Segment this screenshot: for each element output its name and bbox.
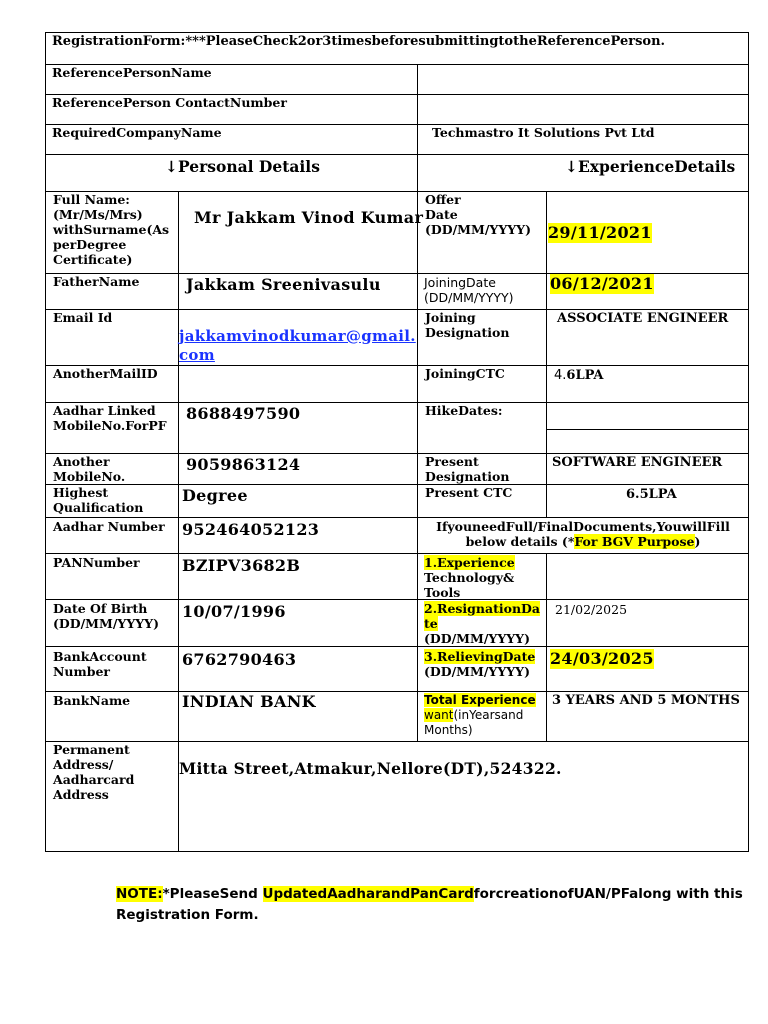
father-name-value[interactable]: Jakkam Sreenivasulu: [186, 275, 381, 294]
father-name-label: FatherName: [53, 274, 140, 289]
resignation-date-label: 2.ResignationDa te (DD/MM/YYYY): [424, 601, 540, 646]
aadhar-mobile-label: Aadhar Linked MobileNo.ForPF: [53, 403, 167, 433]
total-experience-label: Total Experience want(inYearsand Months): [424, 693, 536, 737]
relieving-date-value[interactable]: 24/03/2025: [550, 649, 654, 668]
joining-date-label: JoiningDate (DD/MM/YYYY): [424, 275, 514, 305]
aadhar-number-value[interactable]: 952464052123: [182, 520, 320, 539]
experience-section-heading: ↓ExperienceDetails: [565, 157, 736, 176]
another-mail-label: AnotherMailID: [53, 366, 158, 381]
another-mobile-label: Another MobileNo.: [53, 454, 126, 484]
total-experience-value[interactable]: 3 YEARS AND 5 MONTHS: [552, 693, 740, 708]
joining-designation-value[interactable]: ASSOCIATE ENGINEER: [557, 311, 729, 326]
dob-value[interactable]: 10/07/1996: [182, 602, 286, 621]
ref-name-label: ReferencePersonName: [52, 65, 212, 80]
email-value[interactable]: jakkamvinodkumar@gmail. com: [179, 327, 416, 364]
full-name-value[interactable]: Mr Jakkam Vinod Kumar: [194, 208, 424, 227]
hike-dates-label: HikeDates:: [425, 403, 503, 418]
address-value[interactable]: Mitta Street,Atmakur,Nellore(DT),524322.: [179, 759, 562, 778]
qualification-label: Highest Qualification: [53, 485, 144, 515]
relieving-date-label: 3.RelievingDate (DD/MM/YYYY): [424, 649, 536, 679]
present-designation-value[interactable]: SOFTWARE ENGINEER: [552, 455, 723, 470]
bgv-note: IfyouneedFull/FinalDocuments,YouwillFill below details (*For BGV Purpose): [436, 519, 730, 549]
full-name-label: Full Name: (Mr/Ms/Mrs) withSurname(As perDegree Certificate): [53, 192, 170, 267]
joining-designation-label: Joining Designation: [425, 310, 510, 340]
present-ctc-value[interactable]: 6.5LPA: [626, 487, 677, 502]
ref-contact-label: ReferencePerson ContactNumber: [52, 95, 287, 110]
email-label: Email Id: [53, 310, 113, 325]
pan-value[interactable]: BZIPV3682B: [182, 556, 301, 575]
pan-label: PANNumber: [53, 555, 140, 570]
ref-contact-value-cell[interactable]: [417, 94, 749, 125]
form-title: RegistrationForm:***PleaseCheck2or3timesbeforesubmittingtotheReferencePerson.: [52, 34, 666, 49]
company-value: Techmastro It Solutions Pvt Ltd: [432, 125, 655, 140]
company-label: RequiredCompanyName: [52, 125, 222, 140]
address-label: Permanent Address/ Aadharcard Address: [53, 742, 135, 802]
qualification-value[interactable]: Degree: [182, 486, 248, 505]
joining-ctc-value[interactable]: 4.6LPA: [554, 368, 604, 383]
aadhar-number-label: Aadhar Number: [53, 519, 165, 534]
resignation-date-value[interactable]: 21/02/2025: [555, 602, 628, 617]
footer-note: NOTE:*PleaseSend UpdatedAadharandPanCardforcreationofUAN/PFalong with this Registration Form.: [116, 886, 743, 923]
bank-name-value[interactable]: INDIAN BANK: [182, 692, 316, 711]
ref-name-value-cell[interactable]: [417, 64, 749, 95]
present-ctc-label: Present CTC: [425, 485, 513, 500]
bank-account-value[interactable]: 6762790463: [182, 650, 297, 669]
bank-account-label: BankAccount Number: [53, 649, 147, 679]
offer-date-value[interactable]: 29/11/2021: [548, 223, 652, 242]
aadhar-mobile-value[interactable]: 8688497590: [186, 404, 301, 423]
bank-name-label: BankName: [53, 693, 131, 708]
joining-ctc-label: JoiningCTC: [425, 366, 505, 381]
personal-section-heading: ↓Personal Details: [165, 157, 320, 176]
joining-date-value[interactable]: 06/12/2021: [550, 274, 654, 293]
experience-tech-label: 1.Experience Technology& Tools: [424, 555, 515, 600]
offer-date-label: Offer Date (DD/MM/YYYY): [425, 192, 532, 237]
dob-label: Date Of Birth (DD/MM/YYYY): [53, 601, 160, 631]
another-mobile-value[interactable]: 9059863124: [186, 455, 301, 474]
present-designation-label: Present Designation: [425, 454, 510, 484]
